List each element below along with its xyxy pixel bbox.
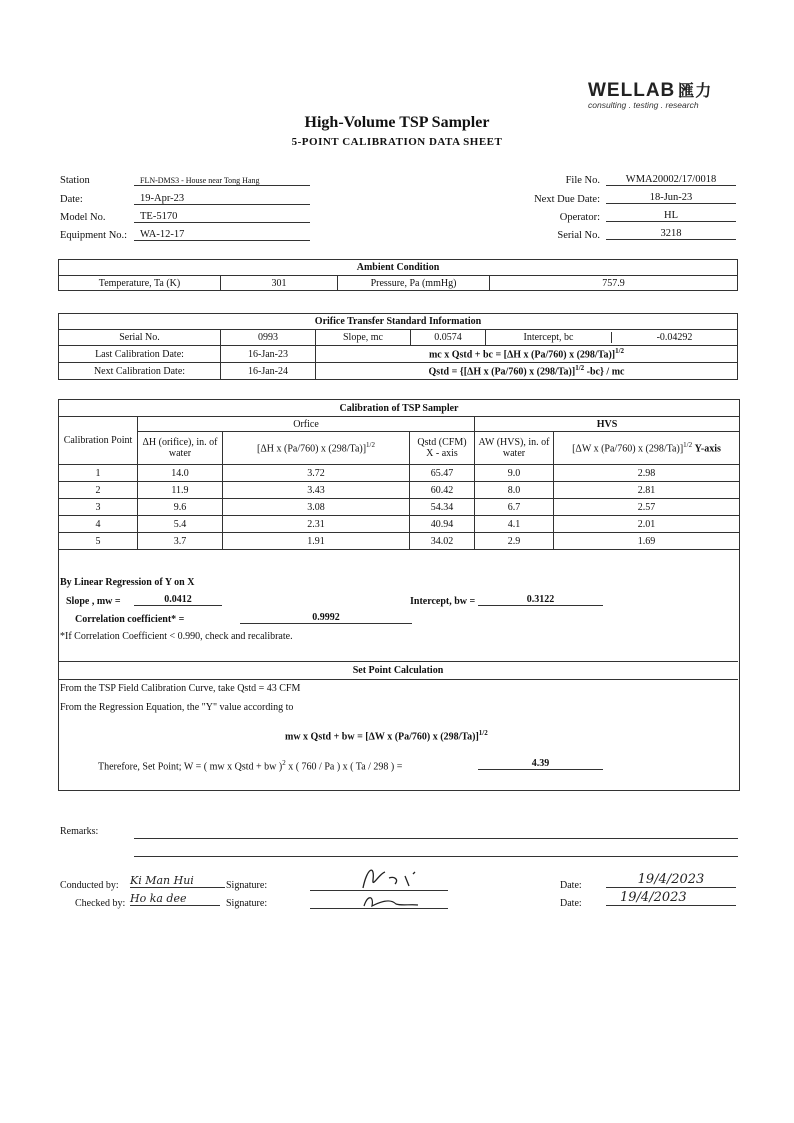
serial-label: Serial No. — [557, 230, 600, 241]
corr-note: *If Correlation Coefficient < 0.990, check and recalibrate. — [60, 631, 293, 642]
calibration-table — [58, 399, 740, 550]
date-1-label: Date: — [560, 880, 582, 891]
cell-dhf: 3.43 — [223, 482, 410, 499]
remarks-label: Remarks: — [60, 826, 99, 837]
col-point: Calibration Point — [59, 417, 138, 465]
serial-value: 3218 — [606, 228, 736, 240]
model-value: TE-5170 — [134, 211, 310, 223]
operator-value: HL — [606, 210, 736, 222]
cell-p: 2 — [59, 482, 138, 499]
cell-dhf: 3.08 — [223, 499, 410, 516]
conducted-name: Ki Man Hui — [130, 874, 225, 888]
col-aw-formula: [ΔW x (Pa/760) x (298/Ta)]$^{1/2}$ Y-axis — [554, 432, 740, 465]
conducted-signature — [355, 862, 425, 892]
cell-dh: 9.6 — [138, 499, 223, 516]
station-label: Station — [60, 175, 90, 186]
orifice-slope-label: Slope, mc — [316, 330, 411, 346]
orifice-slope-value: 0.0574 — [411, 330, 486, 346]
col-dh: ΔH (orifice), in. of water — [138, 432, 223, 465]
operator-label: Operator: — [559, 212, 600, 223]
ambient-table — [58, 259, 738, 291]
logo-tagline: consulting . testing . research — [588, 100, 699, 110]
conducted-signature-label: Signature: — [226, 880, 268, 891]
cell-dhf: 1.91 — [223, 533, 410, 550]
intercept-value: 0.3122 — [478, 594, 603, 606]
model-label: Model No. — [60, 212, 106, 223]
equipment-label: Equipment No.: — [60, 230, 128, 241]
cell-aw: 6.7 — [475, 499, 554, 516]
date-2-label: Date: — [560, 898, 582, 909]
cell-awf: 2.98 — [554, 465, 740, 482]
corr-label: Correlation coefficient* = — [75, 614, 185, 625]
cell-dh: 5.4 — [138, 516, 223, 533]
cell-dh: 14.0 — [138, 465, 223, 482]
orifice-serial-label: Serial No. — [59, 330, 221, 346]
col-qstd: Qstd (CFM) X - axis — [410, 432, 475, 465]
cell-q: 60.42 — [410, 482, 475, 499]
pressure-value: 757.9 — [490, 276, 738, 291]
orifice-group-header: Orfice — [138, 417, 475, 432]
cell-awf: 2.81 — [554, 482, 740, 499]
orifice-table — [58, 313, 738, 380]
cell-p: 3 — [59, 499, 138, 516]
orifice-formula-2: Qstd = {[ΔH x (Pa/760) x (298/Ta)]$^{1/2}$ -bc} / mc — [316, 363, 738, 380]
checked-signature — [360, 892, 430, 910]
table-row — [59, 465, 740, 482]
cell-awf: 1.69 — [554, 533, 740, 550]
cell-p: 4 — [59, 516, 138, 533]
table-row — [59, 533, 740, 550]
cell-aw: 2.9 — [475, 533, 554, 550]
cell-aw: 4.1 — [475, 516, 554, 533]
ambient-title: Ambient Condition — [59, 260, 738, 276]
next-cal-value: 16-Jan-24 — [221, 363, 316, 380]
cell-q: 65.47 — [410, 465, 475, 482]
cell-dh: 11.9 — [138, 482, 223, 499]
remarks-line-2 — [134, 856, 738, 857]
cell-q: 54.34 — [410, 499, 475, 516]
equipment-value: WA-12-17 — [134, 229, 310, 241]
cell-q: 34.02 — [410, 533, 475, 550]
file-value: WMA20002/17/0018 — [606, 174, 736, 186]
orifice-intercept-value: -0.04292 — [656, 332, 693, 343]
orifice-intercept-label: Intercept, bc — [486, 332, 612, 343]
cell-awf: 2.01 — [554, 516, 740, 533]
next-due-value: 18-Jun-23 — [606, 192, 736, 204]
cell-awf: 2.57 — [554, 499, 740, 516]
cell-aw: 8.0 — [475, 482, 554, 499]
setpoint-therefore: Therefore, Set Point; W = ( mw x Qstd + bw )$^2$ x ( 760 / Pa ) x ( Ta / 298 ) = — [98, 759, 403, 773]
cell-p: 5 — [59, 533, 138, 550]
remarks-line-1 — [134, 838, 738, 839]
logo-brand: WELLAB 匯力 — [588, 80, 713, 101]
document-title: High-Volume TSP Sampler — [304, 114, 490, 131]
next-cal-label: Next Calibration Date: — [59, 363, 221, 380]
table-row — [59, 499, 740, 516]
temp-value: 301 — [221, 276, 338, 291]
date-label: Date: — [60, 194, 83, 205]
orifice-serial-value: 0993 — [221, 330, 316, 346]
document-subtitle: 5-POINT CALIBRATION DATA SHEET — [291, 136, 503, 148]
cell-q: 40.94 — [410, 516, 475, 533]
station-value: FLN-DMS3 - House near Tong Hang — [134, 174, 310, 186]
company-logo — [588, 78, 733, 110]
cell-dhf: 2.31 — [223, 516, 410, 533]
date-2-value: 19/4/2023 — [606, 890, 736, 906]
pressure-label: Pressure, Pa (mmHg) — [338, 276, 490, 291]
conducted-label: Conducted by: — [60, 880, 119, 891]
setpoint-title: Set Point Calculation — [58, 661, 738, 680]
setpoint-result: 4.39 — [478, 758, 603, 770]
checked-signature-label: Signature: — [226, 898, 268, 909]
setpoint-formula: mw x Qstd + bw = [ΔW x (Pa/760) x (298/Ta)]$^{1/2}$ — [285, 729, 488, 743]
col-dh-formula: [ΔH x (Pa/760) x (298/Ta)]$^{1/2}$ — [223, 432, 410, 465]
table-row — [59, 516, 740, 533]
orifice-formula-1: mc x Qstd + bc = [ΔH x (Pa/760) x (298/Ta)]$^{1/2}$ — [316, 346, 738, 363]
col-aw: AW (HVS), in. of water — [475, 432, 554, 465]
hvs-group-header: HVS — [475, 417, 740, 432]
next-due-label: Next Due Date: — [534, 194, 600, 205]
cell-p: 1 — [59, 465, 138, 482]
temp-label: Temperature, Ta (K) — [59, 276, 221, 291]
file-label: File No. — [565, 175, 600, 186]
last-cal-label: Last Calibration Date: — [59, 346, 221, 363]
slope-label: Slope , mw = — [66, 596, 121, 607]
regression-title: By Linear Regression of Y on X — [60, 577, 195, 588]
cell-dhf: 3.72 — [223, 465, 410, 482]
setpoint-line-1: From the TSP Field Calibration Curve, take Qstd = 43 CFM — [60, 683, 301, 694]
date-1-value: 19/4/2023 — [606, 872, 736, 888]
checked-name: Ho ka dee — [130, 892, 220, 906]
slope-value: 0.0412 — [134, 594, 222, 606]
corr-value: 0.9992 — [240, 612, 412, 624]
checked-label: Checked by: — [75, 898, 126, 909]
intercept-label: Intercept, bw = — [410, 596, 476, 607]
last-cal-value: 16-Jan-23 — [221, 346, 316, 363]
setpoint-line-2: From the Regression Equation, the "Y" value according to — [60, 702, 294, 713]
calibration-title: Calibration of TSP Sampler — [59, 400, 740, 417]
orifice-title: Orifice Transfer Standard Information — [59, 314, 738, 330]
table-row — [59, 482, 740, 499]
date-value: 19-Apr-23 — [134, 193, 310, 205]
cell-aw: 9.0 — [475, 465, 554, 482]
cell-dh: 3.7 — [138, 533, 223, 550]
